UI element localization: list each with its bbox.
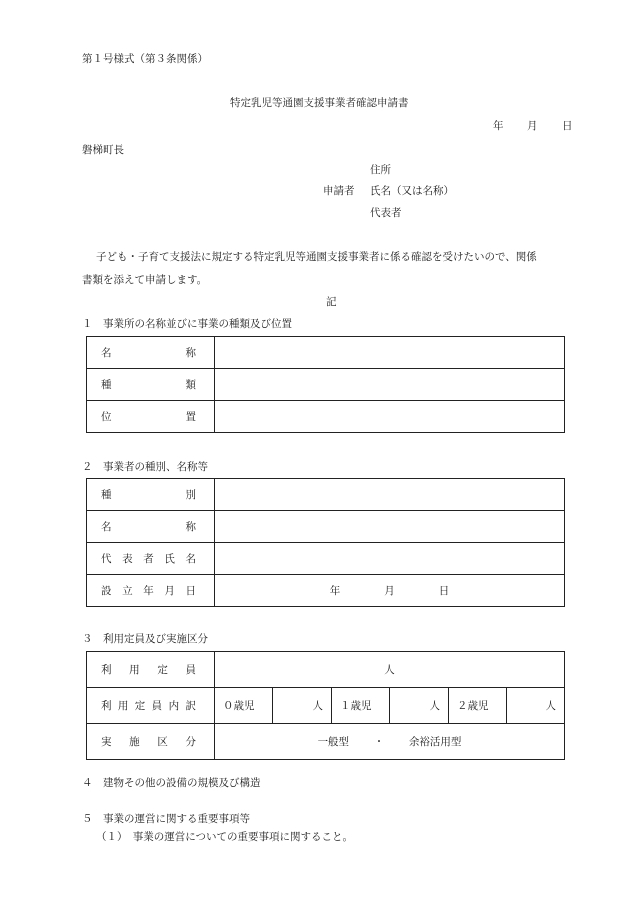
option-separator: ・ <box>373 735 385 748</box>
section2-heading: ２ 事業者の種別、名称等 <box>82 461 208 473</box>
section3-heading: ３ 利用定員及び実施区分 <box>82 633 208 645</box>
age1-label: １歳児 <box>332 688 390 724</box>
applicant-label: 申請者 <box>323 185 355 197</box>
document-title: 特定乳児等通園支援事業者確認申請書 <box>230 97 409 109</box>
age0-count-field[interactable]: 人 <box>273 688 332 724</box>
section1-row-type: 種 類 <box>87 369 565 401</box>
body-text-line2: 書類を添えて申請します。 <box>82 274 208 286</box>
operator-name-field[interactable] <box>215 511 565 543</box>
section2-row-name: 名 称 <box>87 511 565 543</box>
location-field[interactable] <box>215 401 565 433</box>
ki-label: 記 <box>326 296 337 308</box>
representative-label: 代表者 <box>370 207 402 219</box>
operator-category-field[interactable] <box>215 479 565 511</box>
section3-row-capacity: 利 用 定 員 人 <box>87 652 565 688</box>
date-day: 日 <box>562 120 573 132</box>
section1-heading: １ 事業所の名称並びに事業の種類及び位置 <box>82 318 292 330</box>
body-text-line1: 子ども・子育て支援法に規定する特定乳児等通園支援事業者に係る確認を受けたいので、関係 <box>96 251 537 263</box>
option-surplus[interactable]: 余裕活用型 <box>408 735 462 748</box>
section4-heading: ４ 建物その他の設備の規模及び構造 <box>82 777 261 789</box>
date-year: 年 <box>493 120 504 132</box>
age1-count-field[interactable]: 人 <box>390 688 449 724</box>
section5-heading: ５ 事業の運営に関する重要事項等 <box>82 813 250 825</box>
business-type-field[interactable] <box>215 369 565 401</box>
section3-row-type: 実 施 区 分 一般型 ・ 余裕活用型 <box>87 724 565 760</box>
section2-table <box>86 478 565 607</box>
age2-count-field[interactable]: 人 <box>507 688 565 724</box>
date-month: 月 <box>527 120 538 132</box>
option-general[interactable]: 一般型 <box>317 735 350 748</box>
age0-label: ０歳児 <box>215 688 273 724</box>
age2-label: ２歳児 <box>449 688 507 724</box>
form-number: 第１号様式（第３条関係） <box>82 53 208 65</box>
section2-row-established: 設 立 年 月 日 年 月 日 <box>87 575 565 607</box>
established-day: 日 <box>438 584 450 597</box>
capacity-field[interactable] <box>215 652 565 688</box>
address-label: 住所 <box>370 164 391 176</box>
representative-name-field[interactable] <box>215 543 565 575</box>
section5-item1: （１） 事業の運営についての重要事項に関すること。 <box>96 831 354 843</box>
facility-name-field[interactable] <box>215 337 565 369</box>
capacity-unit: 人 <box>384 663 395 676</box>
implementation-type-field[interactable] <box>215 724 565 760</box>
established-date-field[interactable] <box>215 575 565 607</box>
established-month: 月 <box>384 584 395 597</box>
established-year: 年 <box>329 584 341 597</box>
section2-row-category: 種 別 <box>87 479 565 511</box>
section1-row-name: 名 称 <box>87 337 565 369</box>
section3-table <box>86 651 565 760</box>
name-label: 氏名（又は名称） <box>370 185 454 197</box>
section2-row-representative: 代 表 者 氏 名 <box>87 543 565 575</box>
section3-row-breakdown: 利 用 定 員 内 訳 ０歳児 人 １歳児 人 ２歳児 人 <box>87 688 565 724</box>
addressee: 磐梯町長 <box>82 144 124 156</box>
section1-table <box>86 336 565 433</box>
section1-row-location: 位 置 <box>87 401 565 433</box>
